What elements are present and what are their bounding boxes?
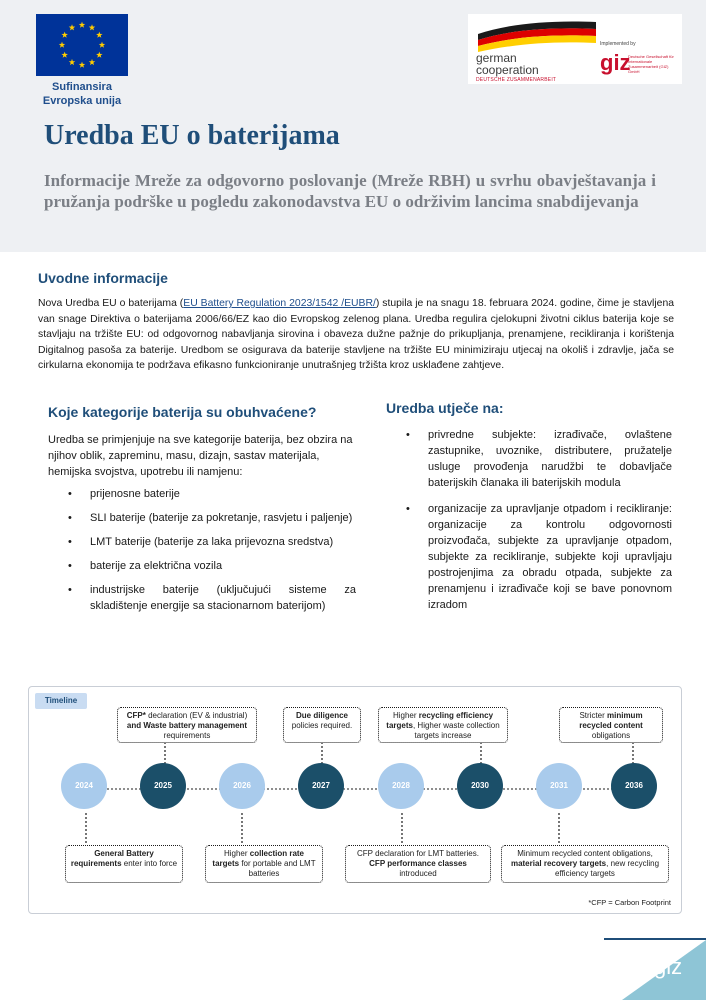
affects-heading: Uredba utječe na: — [386, 400, 504, 416]
year-2026: 2026 — [219, 763, 265, 809]
timeline-text-part: policies required. — [291, 721, 353, 730]
affects-list — [406, 427, 672, 623]
timeline-card — [28, 686, 682, 914]
timeline-text-part: obligations — [591, 731, 631, 740]
categories-list — [66, 486, 356, 622]
year-2030: 2030 — [457, 763, 503, 809]
eu-flag-logo — [36, 14, 128, 76]
german-cooperation-logo — [468, 14, 682, 84]
eu-star-icon — [96, 32, 102, 38]
giz-full-name: Deutsche Gesellschaft für Internationale Zusammenarbeit (GIZ) GmbH — [628, 54, 674, 74]
gc-line2: cooperation — [476, 63, 539, 77]
timeline-text-part: recycling efficiency targets — [386, 711, 494, 730]
list-item: • privredne subjekte: izrađivače, ovlaštene zastupnike, uvoznike, distributere, pružatelje usluge provođenja narudžbi te dobavljače baterijskih članaka ili baterijskih modula — [406, 427, 672, 491]
eu-star-icon — [96, 52, 102, 58]
timeline-box-2028 — [345, 845, 491, 883]
timeline-box-2025 — [117, 707, 257, 743]
list-item: • SLI baterije (baterije za pokretanje, rasvjetu i paljenje) — [66, 510, 356, 526]
timeline-text-part: Stricter — [579, 711, 607, 720]
timeline-text-part: introduced — [399, 869, 437, 878]
german-flag-icon — [478, 20, 596, 52]
timeline-text-part: Minimum recycled content obligations, — [517, 849, 653, 858]
year-2024: 2024 — [61, 763, 107, 809]
timeline-text-part: minimum recycled content — [579, 711, 643, 730]
list-item: • prijenosne baterije — [66, 486, 356, 502]
list-item: • baterije za električna vozila — [66, 558, 356, 574]
year-2025: 2025 — [140, 763, 186, 809]
eu-star-icon — [89, 59, 95, 65]
timeline-text-part: requirements — [163, 731, 211, 740]
timeline-text-part: General Battery requirements — [70, 849, 154, 868]
eu-star-icon — [59, 42, 65, 48]
intro-paragraph: Nova Uredba EU o baterijama (EU Battery Regulation 2023/1542 /EUBR/) stupila je na snagu 18. februara 2024. godine, čime je stavljena van snage Direktiva o baterijama 2006/66/EZ kao dio Evropskog zelenog plana. Uredba regulira cjelokupni životni ciklus baterija koje se stavljaju na tržište EU: od odgovornog nabavljanja sirovina i obaveza dužne pažnje do prikupljanja, prenamjene, recikliranja i korištenja Digitalnog pasoša za baterije. Uredbom se osigurava da baterije stavljene na tržište EU minimiziraju utjecaj na okoliš i zdravlje, jača se cirkularna ekonomija te podržava efikasno funkcioniranje unutrašnjeg tržišta kroz usklađene zahtjeve. — [38, 298, 674, 371]
year-2031: 2031 — [536, 763, 582, 809]
timeline-text-part: Higher — [223, 849, 250, 858]
timeline-text-part: declaration (EV & industrial) — [145, 711, 248, 720]
intro-heading: Uvodne informacije — [38, 270, 168, 286]
page-title: Uredba EU o baterijama — [44, 120, 340, 151]
timeline-label: Timeline — [35, 693, 87, 709]
timeline-text-part: enter into force — [121, 859, 178, 868]
eu-star-icon — [61, 52, 67, 58]
timeline-text-part: and Waste battery management — [126, 721, 248, 730]
eu-star-icon — [69, 59, 75, 65]
timeline-text-part: Due diligence — [295, 711, 348, 720]
timeline-text-part: , new recycling efficiency targets — [555, 859, 660, 878]
timeline-box-2030 — [378, 707, 508, 743]
timeline-text-part: CFP declaration for LMT batteries. — [357, 849, 479, 858]
year-2027: 2027 — [298, 763, 344, 809]
timeline-box-2024 — [65, 845, 183, 883]
page-subtitle: Informacije Mreže za odgovorno poslovanje (Mreže RBH) u svrhu obavještavanja i pružanja podrške u pogledu zakonodavstva EU o održivim lancima snabdijevanja — [44, 171, 656, 211]
gc-line3: DEUTSCHE ZUSAMMENARBEIT — [476, 77, 557, 83]
year-2036: 2036 — [611, 763, 657, 809]
eu-star-icon — [79, 22, 85, 28]
list-item: • organizacije za upravljanje otpadom i recikliranje: organizacije za kontrolu odgovornosti proizvođača, subjekte za upravljanje otpadom, subjekte za recikliranje, subjekte koji upravljaju postrojenjima za obradu otpada, subjekte za prenamjenu i izrađivače koji se bave ponovnom izradom — [406, 501, 672, 613]
eu-star-icon — [99, 42, 105, 48]
timeline-box-2026 — [205, 845, 323, 883]
categories-heading: Koje kategorije baterija su obuhvaćene? — [48, 404, 317, 420]
list-item: • LMT baterije (baterije za laka prijevozna sredstva) — [66, 534, 356, 550]
implemented-by: Implemented by — [600, 41, 636, 47]
timeline-box-2036 — [559, 707, 663, 743]
timeline-text-part: for portable and LMT batteries — [239, 859, 316, 878]
timeline-text-part: , Higher waste collection targets increase — [412, 721, 500, 740]
eu-star-icon — [69, 24, 75, 30]
timeline-text-part: material recovery targets — [510, 859, 607, 868]
timeline-box-2031 — [501, 845, 669, 883]
giz-logo: giz — [600, 50, 631, 75]
eubr-link[interactable]: EU Battery Regulation 2023/1542 /EUBR/ — [183, 298, 376, 309]
eu-star-icon — [79, 62, 85, 68]
timeline-text-part: Higher — [392, 711, 419, 720]
eu-star-icon — [89, 24, 95, 30]
timeline-box-2027 — [283, 707, 361, 743]
timeline-text-part: CFP performance classes — [369, 859, 467, 868]
categories-paragraph: Uredba se primjenjuje na sve kategorije baterija, bez obzira na njihov oblik, zapreminu, masu, dizajn, sastav materijala, hemijska svojstva, upotrebu ili namjenu: — [48, 434, 353, 478]
gc-line1: german — [476, 51, 517, 65]
eu-caption: Sufinansira Evropska unija — [42, 81, 122, 107]
timeline-text-part: CFP* — [126, 711, 146, 720]
timeline-text-part: collection rate targets — [212, 849, 305, 868]
timeline-footnote: *CFP = Carbon Footprint — [588, 898, 671, 907]
list-item: • industrijske baterije (uključujući sisteme za skladištenje energije sa stacionarnom baterijom) — [66, 582, 356, 614]
footer-giz-logo: giz — [654, 954, 683, 979]
eu-star-icon — [61, 32, 67, 38]
year-2028: 2028 — [378, 763, 424, 809]
